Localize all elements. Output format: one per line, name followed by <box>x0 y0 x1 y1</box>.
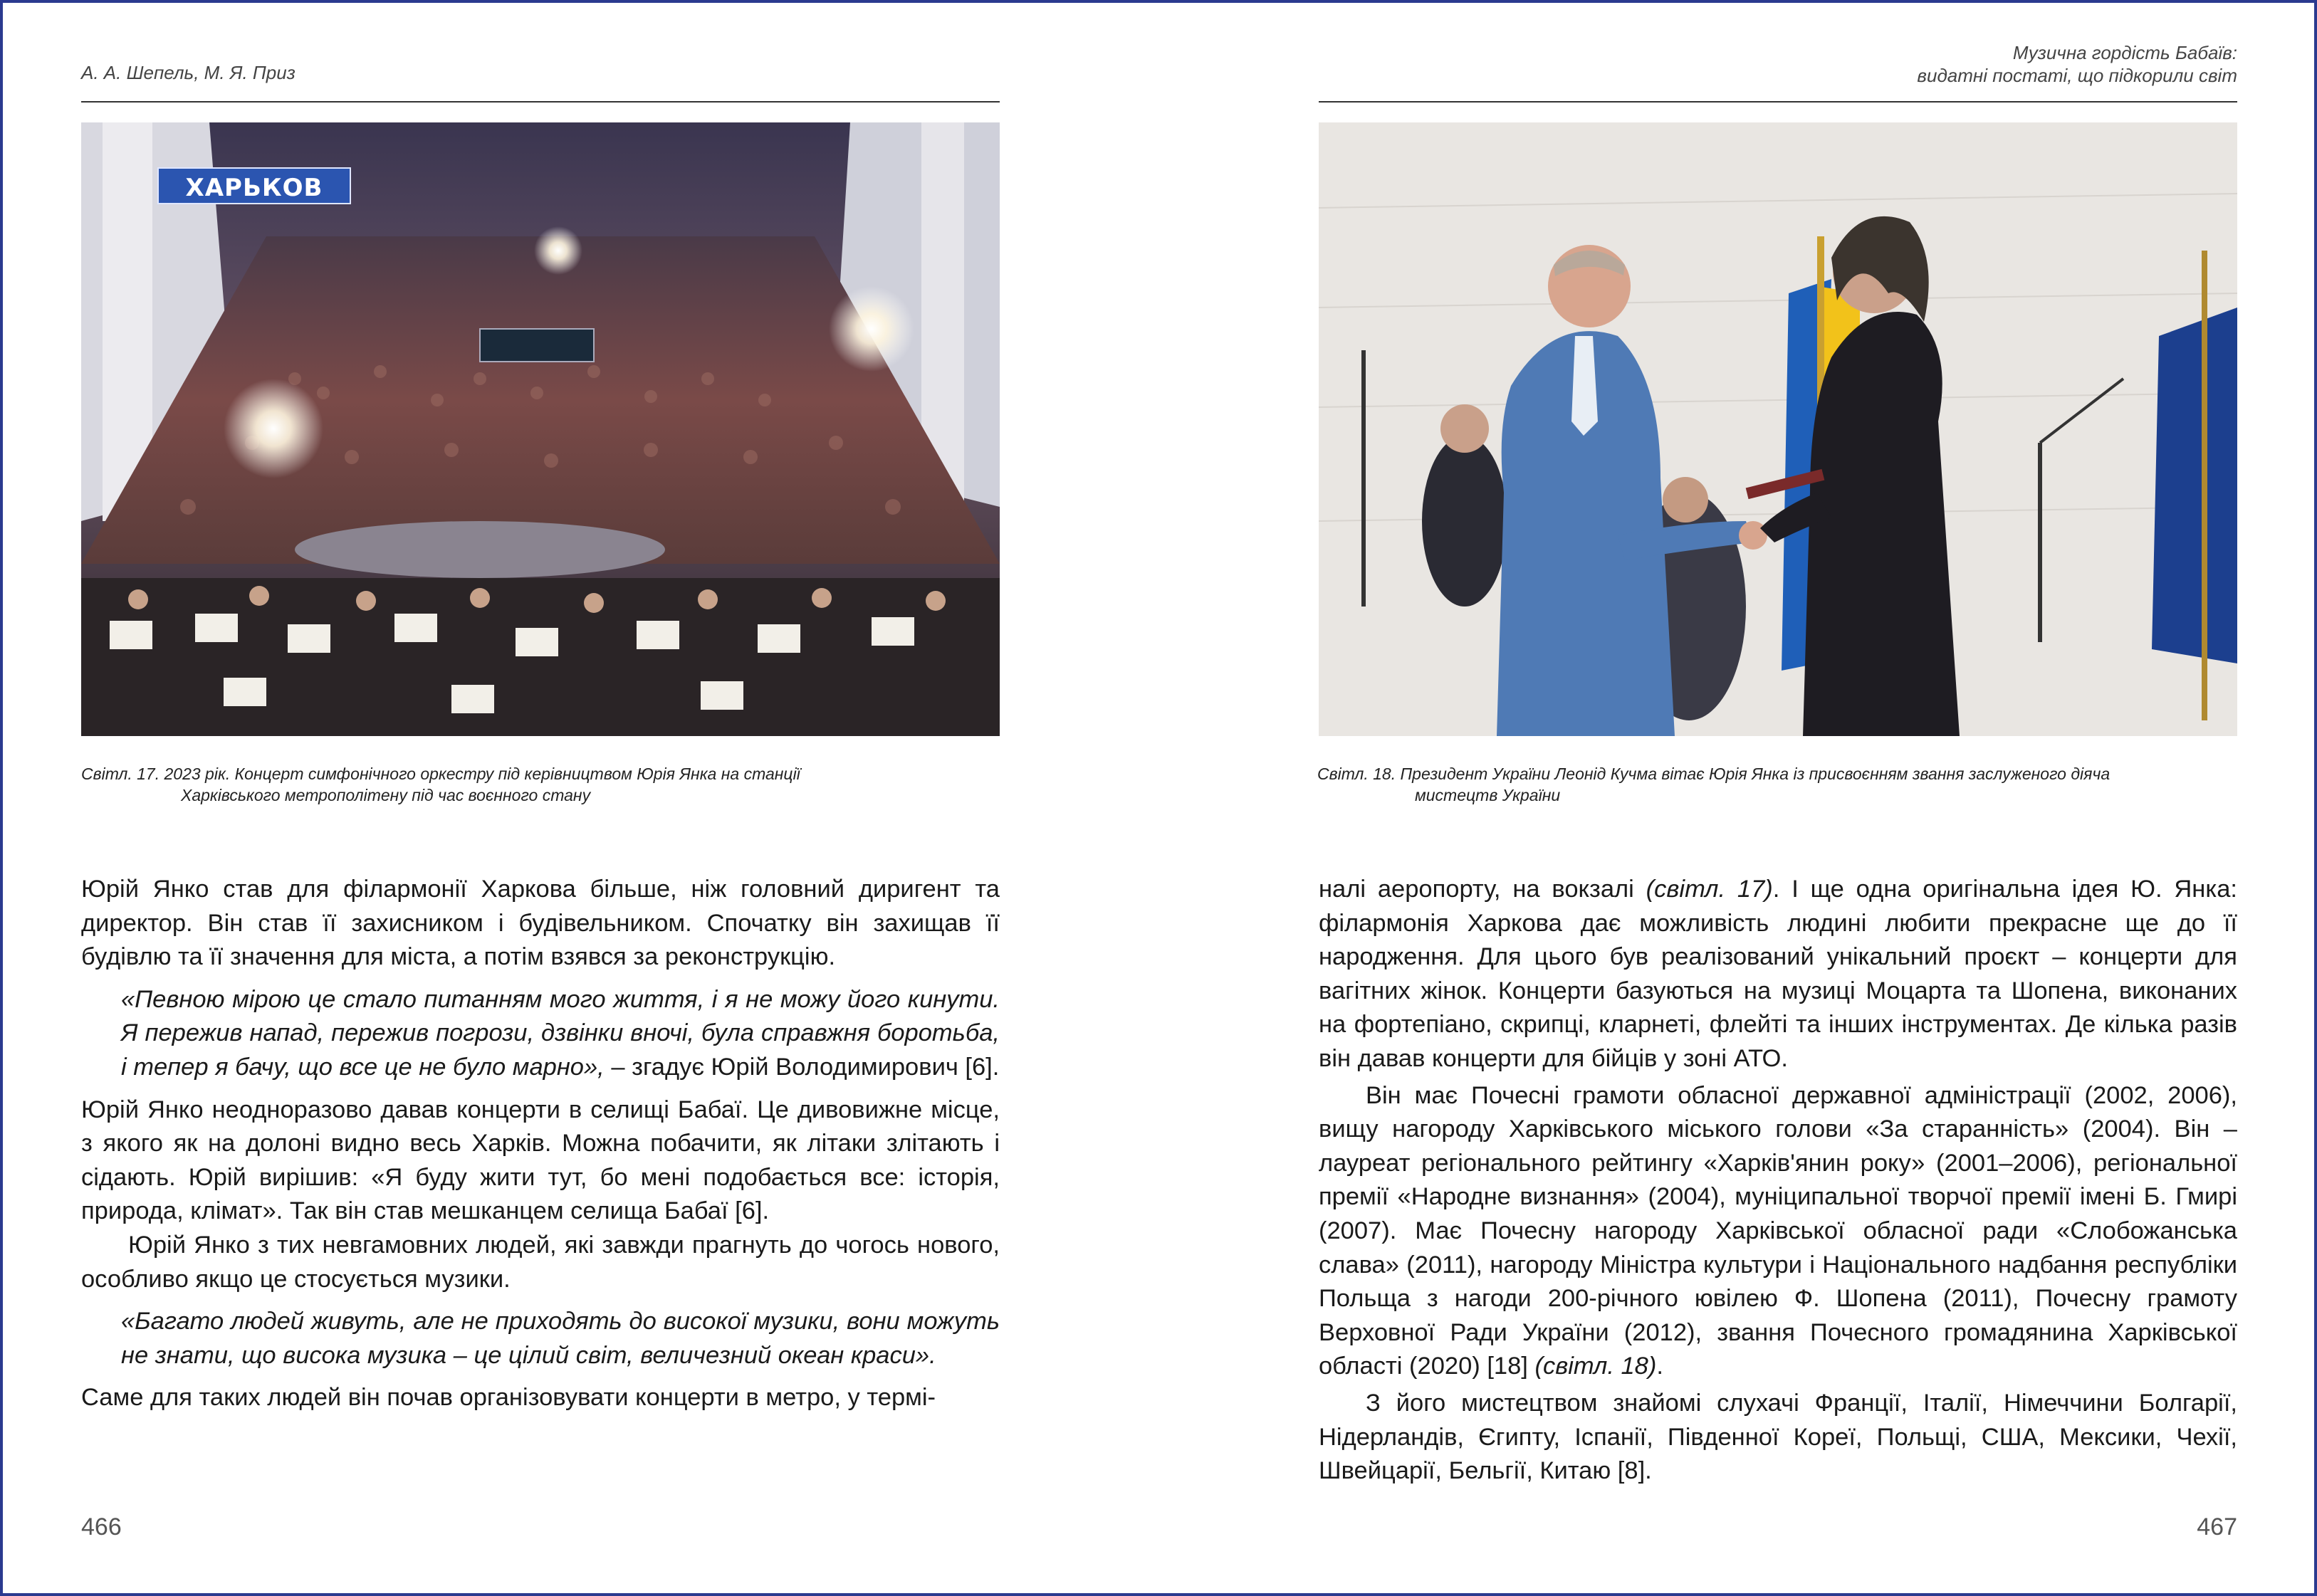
paragraph-text: . І ще одна оригінальна ідея Ю. Янка: філармонія Харкова дає можливість людині любити прекрасне ще до її народження. Для цього був реалізований унікальний проєкт – концерти для вагітних жінок. Концерти базуються на музиці Моцарта та Шопена, виконаних на фортепіано, скрипці, кларнеті, флейті та інших інструментах. Де кілька разів він давав концерти для бійців у зоні АТО. <box>1319 876 2237 1072</box>
paragraph <box>1319 1079 2237 1384</box>
caption-number: Світл. 17. <box>81 765 160 783</box>
left-body-text <box>81 873 1000 1415</box>
quote-text: «Певною мірою це стало питанням мого життя, і я не можу його кинути. Я пережив напад, пережив погрози, дзвінки вночі, була справжня боротьба, і тепер я бачу, що все це не було марно», <box>121 985 1000 1081</box>
paragraph: Юрій Янко став для філармонії Харкова більше, ніж головний диригент та директор. Він став її захисником і будівельником. Спочатку він захищав її будівлю та її значення для міста, а потім взявся за реконструкцію. <box>81 876 1000 971</box>
figure-reference: (світл. 18) <box>1534 1353 1657 1380</box>
running-head-line-2: видатні постаті, що підкорили світ <box>1917 65 2237 86</box>
paragraph: Юрій Янко з тих невгамовних людей, які завжди прагнуть до чогось нового, особливо якщо це стосується музики. <box>81 1231 1000 1293</box>
quote <box>81 983 1000 1085</box>
paragraph: Саме для таких людей він почав організовувати концерти в метро, у термі- <box>81 1384 936 1412</box>
caption-line-2: Харківського метрополітену під час воєнного стану <box>181 786 591 804</box>
caption-line-2: мистецтв України <box>1415 786 1561 804</box>
quote: «Багато людей живуть, але не приходять до високої музики, вони можуть не знати, що висока музика – це цілий світ, величезний океан краси». <box>121 1308 1000 1369</box>
metro-concert-illustration <box>81 122 1000 736</box>
left-running-head: А. А. Шепель, М. Я. Приз <box>81 62 295 83</box>
left-page <box>81 3 1000 1593</box>
paragraph-text: налі аеропорту, на вокзалі <box>1319 876 1646 903</box>
caption-photo-18 <box>1317 763 2250 806</box>
paragraph: Юрій Янко неодноразово давав концерти в селищі Бабаї. Це дивовижне місце, з якого як на долоні видно весь Харків. Можна побачити, як літаки злітають і сідають. Юрій вирішив: «Я буду жити тут, бо мені подобається все: історія, природа, клімат». Так він став мешканцем селища Бабаї [6]. <box>81 1096 1000 1225</box>
running-head-line-1: Музична гордість Бабаїв: <box>2012 42 2237 63</box>
page-number-right: 467 <box>2197 1513 2237 1540</box>
photo-metro-concert <box>81 122 1000 736</box>
award-ceremony-illustration <box>1319 122 2237 736</box>
paragraph-text: . <box>1656 1353 1663 1380</box>
photo-award-ceremony <box>1319 122 2237 736</box>
paragraph: З його мистецтвом знайомі слухачі Франції, Італії, Німеччини Болгарії, Нідерландів, Єгипту, Іспанії, Південної Кореї, Польщі, США, Мексики, Чехії, Швейцарії, Бельгії, Китаю [8]. <box>1319 1389 2237 1485</box>
right-running-head <box>1319 41 2237 87</box>
caption-line-1: Президент України Леонід Кучма вітає Юрія Янка із присвоєнням звання заслуженого діяча <box>1400 765 2111 783</box>
right-body-text <box>1319 873 2237 1489</box>
photo-overlay-label: ХАРЬКОВ <box>185 174 323 202</box>
caption-number: Світл. 18. <box>1317 765 1396 783</box>
right-page <box>1319 3 2237 1593</box>
caption-photo-17 <box>81 763 1000 806</box>
header-rule <box>1319 101 2237 103</box>
paragraph-text: Він має Почесні грамоти обласної державної адміністрації (2002, 2006), вищу нагороду Харківського міського голови «За старанність» (2004). Він – лауреат регіонального рейтингу «Харків'янин року» (2001–2006), регіональної премії «Народне визнання» (2004), муніципальної творчої премії імені Б. Гмирі (2007). Має Почесну нагороду Харківської обласної ради «Слобожанська слава» (2011), нагороду Міністра культури і Національного надбання республіки Польща з нагоди 200-річного ювілею Ф. Шопена (2011), Почесну грамоту Верховної Ради України (2012), звання Почесного громадянина Харківської області (2020) [18] <box>1319 1081 2237 1380</box>
header-rule <box>81 101 1000 103</box>
caption-line-1: 2023 рік. Концерт симфонічного оркестру під керівництвом Юрія Янка на станції <box>164 765 800 783</box>
paragraph <box>1319 873 2237 1076</box>
quote-attribution: – згадує Юрій Володимирович [6]. <box>604 1053 1000 1081</box>
figure-reference: (світл. 17) <box>1646 876 1773 903</box>
page-number-left: 466 <box>81 1513 122 1540</box>
